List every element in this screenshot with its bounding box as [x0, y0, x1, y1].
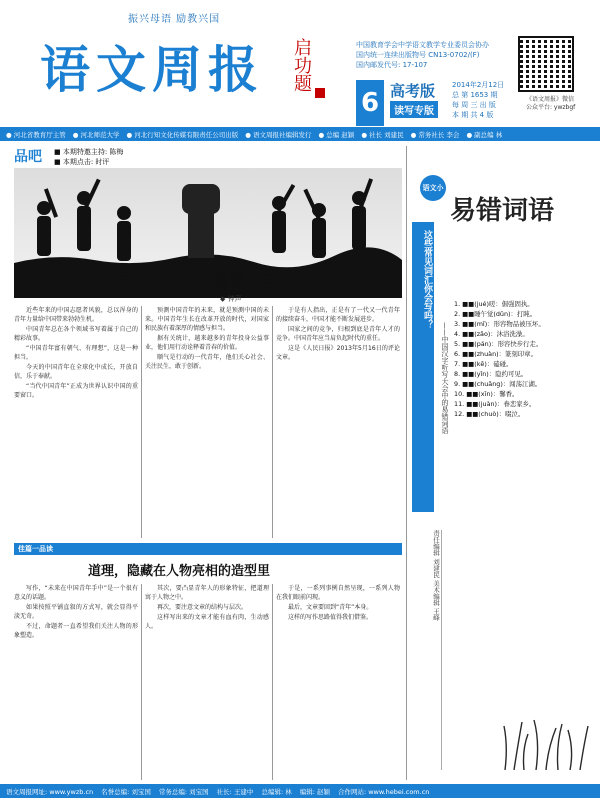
partner-item: ● 常务社长 李会: [410, 130, 460, 139]
paragraph: 这样写出来的文章才能有血有肉，生动感人。: [145, 614, 269, 630]
sub-column-3: [276, 584, 400, 780]
slogan: 振兴母语 励教兴国: [128, 14, 221, 25]
sidebar-vertical-note: ——中国汉字听写大会中的易错词语: [441, 322, 449, 434]
gloss-item: 3. ■■(mǐ)：形容物品被压坏。: [454, 320, 545, 328]
gloss-item: 5. ■■(pán)：形容快步行走。: [454, 340, 543, 348]
column-logo: 品吧: [14, 149, 42, 165]
pub-info-line: 国内邮发代号: 17-107: [356, 61, 428, 69]
column-host: ■ 本期特邀主持: 陈梅: [54, 148, 124, 156]
footer-item: 常务总编: 刘宝国: [158, 787, 209, 796]
qr-caption-line: 公众平台: ywzbgf: [526, 104, 576, 111]
paragraph: 中国青年总在各个领域书写着属于自己的精彩故事。: [14, 326, 138, 342]
sub-section-banner: [14, 543, 402, 555]
issue-weekly: 每 周 三 出 版: [452, 101, 496, 109]
footer-item: 编辑: 赵颖: [299, 787, 330, 796]
gloss-item: 10. ■■(xīn)：馨香。: [454, 390, 519, 398]
issue-total: 总 第 1653 期: [452, 91, 498, 99]
gloss-item: 6. ■■(zhuàn)：篆刻印章。: [454, 350, 537, 358]
paragraph: 这样的写作思路值得我们借鉴。: [288, 614, 373, 621]
partner-item: ● 总编 赵颖: [318, 130, 355, 139]
paragraph: 如果按照平铺直叙的方式写，就会显得平淡无奇。: [14, 604, 138, 620]
partner-bar: [0, 127, 600, 141]
article-column-1: [14, 306, 138, 538]
partner-item: ● 社长 刘建民: [361, 130, 404, 139]
sidebar-deco-text: 易错词语: [450, 196, 555, 226]
paragraph: 不过，命题者一直希望我们关注人物的形象塑造。: [14, 623, 138, 639]
footer-item[interactable]: 语文周报网址: www.ywzb.cn: [6, 787, 94, 796]
paragraph: 今天的中国青年在全球化中成长，开放自信，乐于奉献。: [14, 364, 138, 380]
article-byline: ◆ 钟声: [220, 295, 242, 303]
article-headline: 未来，在中国青年手中: [120, 272, 300, 293]
gloss-item: 7. ■■(kē)：磕碰。: [454, 360, 513, 368]
publication-info: [356, 40, 526, 70]
paragraph: 再次，要注意文章的结构与层次。: [157, 604, 248, 611]
issue-date: 2014年2月12日: [452, 81, 505, 89]
edition-name: 高考版: [390, 82, 436, 100]
gloss-item: 9. ■■(chuǎng)：闯荡江湖。: [454, 380, 542, 388]
sidebar-editor-note: 责任编辑 刘建民 美术编辑 王峰: [412, 530, 442, 770]
partner-item: ● 河北省教育厅主管: [6, 130, 66, 139]
sub-column-2: [145, 584, 269, 780]
partner-item: ● 语文周报社编辑发行: [245, 130, 312, 139]
article-column-3: [276, 306, 400, 538]
gloss-item: 8. ■■(yǐn)：隐约可见。: [454, 370, 528, 378]
footer-item: 总编辑: 林: [261, 787, 292, 796]
sub-section-headline: 道理，隐藏在人物亮相的造型里: [88, 564, 271, 579]
paragraph: 顺气是行动的一代青年，他们关心社会、关注民生，敢于创新。: [145, 354, 269, 370]
paragraph: 国家之间的竞争，归根到底是青年人才的竞争。中国青年应当肩负起时代的重任。: [276, 326, 400, 342]
gloss-item: 12. ■■(chuò)：啜泣。: [454, 410, 525, 418]
paragraph: “当代中国青年”正成为世界认识中国的重要窗口。: [14, 383, 138, 399]
sub-section-label: 佳篇一品读: [18, 545, 53, 553]
partner-item: ● 河北行知文化传媒有限责任公司出版: [126, 130, 239, 139]
partner-item: ● 河北师范大学: [72, 130, 120, 139]
qr-caption-line: 《语文周报》微信: [526, 96, 575, 103]
footer-bar: [0, 784, 600, 798]
column-divider: [272, 306, 273, 538]
footer-item: 社长: 王建中: [216, 787, 254, 796]
footer-item[interactable]: 合作网站: www.hebei.com.cn: [337, 787, 430, 796]
column-info: [54, 147, 123, 167]
paragraph: 预测中国青年的未来，就是预测中国的未来。中国青年生长在改革开放的时代，对国家和民族有着深厚的情感与担当。: [145, 307, 269, 332]
footer-item: 名誉总编: 刘宝国: [101, 787, 151, 796]
pub-info-line: 国内统一连续出版物号 CN13-0702/(F): [356, 51, 480, 59]
masthead-title: 语文周报: [40, 40, 264, 99]
gloss-item: 4. ■■(zǎo)：沐浴洗澡。: [454, 330, 529, 338]
qr-code-icon[interactable]: [518, 36, 574, 92]
sidebar-banner: 这些常见词汇你会写吗？: [412, 222, 434, 512]
edition-sub-label: 读写专版: [390, 101, 438, 118]
paragraph: 其次，要凸显青年人的形象特征，把道理寓于人物之中。: [145, 585, 269, 601]
column-topic: ■ 本期点击: 时评: [54, 158, 110, 166]
pub-info-line: 中国教育学会中学语文教学专业委员会协办: [356, 41, 489, 49]
edition-number: 6: [356, 80, 384, 126]
sub-column-1: [14, 584, 138, 780]
paragraph: 于是，一系列事例自然呈现，一系列人物在我们眼前闪现。: [276, 585, 400, 601]
qr-caption: [526, 96, 575, 112]
column-divider: [141, 306, 142, 538]
paragraph: “中国青年富有朝气、有理想”，这是一种担当。: [14, 345, 138, 361]
issue-date-box: [452, 80, 504, 120]
section-divider: [406, 146, 407, 780]
sidebar-tag: 语文小: [420, 175, 446, 201]
paragraph: 写作，“未来在中国青年手中”是一个很有意义的话题。: [14, 585, 138, 601]
sidebar-decorative-title: [422, 183, 570, 273]
gloss-item: 1. ■■(jué)嗟：倔强固执。: [454, 300, 534, 308]
paragraph: 据有关统计，越来越多的青年投身公益事业，他们用行动诠释着青春的价值。: [145, 335, 269, 351]
column-divider: [272, 584, 273, 780]
paragraph: 这是《人民日报》2013年5月16日的评论文章。: [276, 345, 400, 361]
paragraph: 于是有人指出，正是有了一代又一代青年的接续奋斗，中国才能不断发展进步。: [276, 307, 400, 323]
paragraph: 近些年来的中国志愿者风貌，总以浑身的青年力量给中国带来勃勃生机。: [14, 307, 138, 323]
gloss-item: 2. ■■睡午觉(dǔn)：打盹。: [454, 310, 537, 318]
issue-pages: 本 期 共 4 版: [452, 111, 494, 119]
gloss-list: [454, 300, 588, 420]
red-seal-icon: [315, 88, 325, 98]
calligraphy-signature: 启功题: [291, 38, 312, 92]
partner-item: ● 副总编 林: [466, 130, 503, 139]
raised-fist-icon: [174, 178, 228, 258]
column-divider: [141, 584, 142, 780]
article-column-2: [145, 306, 269, 538]
paragraph: 最后，文章要回到“青年”本身。: [288, 604, 373, 611]
grass-decoration-icon: [500, 716, 590, 770]
gloss-item: 11. ■■(juàn)：眷恋家乡。: [454, 400, 536, 408]
